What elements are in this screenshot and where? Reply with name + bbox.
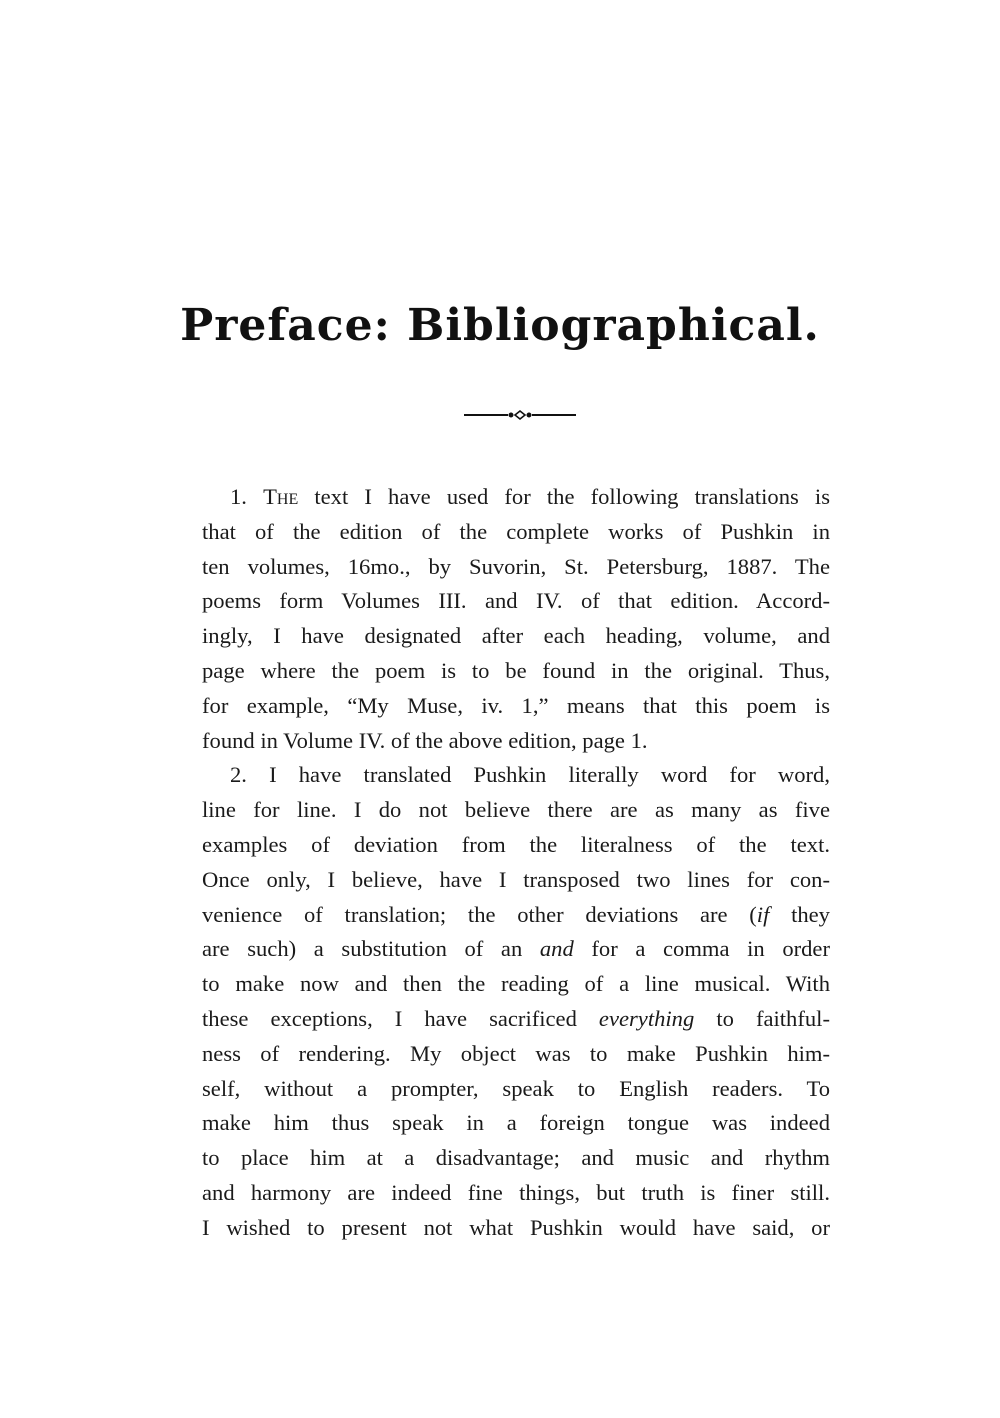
paragraph-2-line-10: self, without a prompter, speak to English readers. To [202, 1075, 830, 1101]
italic-word: and [539, 936, 574, 962]
paragraph-2-line-6: are such) a substitution of an and for a comma in order [202, 936, 830, 962]
paragraph-1-line-4: poems form Volumes III. and IV. of that edition. Accord- [202, 588, 830, 614]
paragraph-1-line-1: 1. The text I have used for the following translations is [230, 484, 830, 509]
paragraph-1-line-6: page where the poem is to be found in the original. Thus, [202, 657, 830, 683]
paragraph-2-line-9: ness of rendering. My object was to make Pushkin him- [202, 1040, 830, 1066]
paragraph-1-line-5: ingly, I have designated after each heading, volume, and [202, 623, 830, 649]
paragraph-1-line-2: that of the edition of the complete works of Pushkin in [202, 518, 830, 544]
paragraph-1-line-7: for example, “My Muse, iv. 1,” means that this poem is [202, 692, 830, 718]
paragraph-number: 2. [230, 762, 247, 788]
paragraph-2-line-5: venience of translation; the other deviations are (if they [202, 901, 830, 927]
italic-word: everything [598, 1005, 695, 1031]
paragraph-2-line-12: to place him at a disadvantage; and music and rhythm [202, 1145, 830, 1171]
paragraph-2-line-1: 2. I have translated Pushkin literally word for word, [230, 762, 830, 788]
paragraph-2-line-3: examples of deviation from the literalness of the text. [202, 831, 830, 857]
paragraph-2-line-4: Once only, I believe, have I transposed two lines for con- [202, 866, 830, 892]
paragraph-2-line-2: line for line. I do not believe there are as many as five [202, 797, 830, 823]
paragraph-2-line-11: make him thus speak in a foreign tongue was indeed [202, 1110, 830, 1136]
lead-word: The [263, 484, 299, 509]
paragraph-2-line-13: and harmony are indeed fine things, but truth is finer still. [202, 1179, 830, 1205]
body-text [202, 480, 830, 1246]
paragraph-2-line-7: to make now and then the reading of a line musical. With [202, 971, 830, 997]
paragraph-2-line-14: I wished to present not what Pushkin would have said, or [202, 1214, 830, 1240]
paragraph-number: 1. [230, 484, 247, 509]
paragraph-1-line-3: ten volumes, 16mo., by Suvorin, St. Petersburg, 1887. The [202, 553, 830, 579]
page-title: Preface: Bibliographical. [180, 300, 820, 351]
italic-word: if [756, 901, 770, 927]
paragraph-1-line-8: found in Volume IV. of the above edition, page 1. [202, 727, 648, 753]
paragraph-2-line-8: these exceptions, I have sacrificed everything to faithful- [202, 1005, 830, 1031]
ornament-divider-icon [464, 406, 576, 424]
